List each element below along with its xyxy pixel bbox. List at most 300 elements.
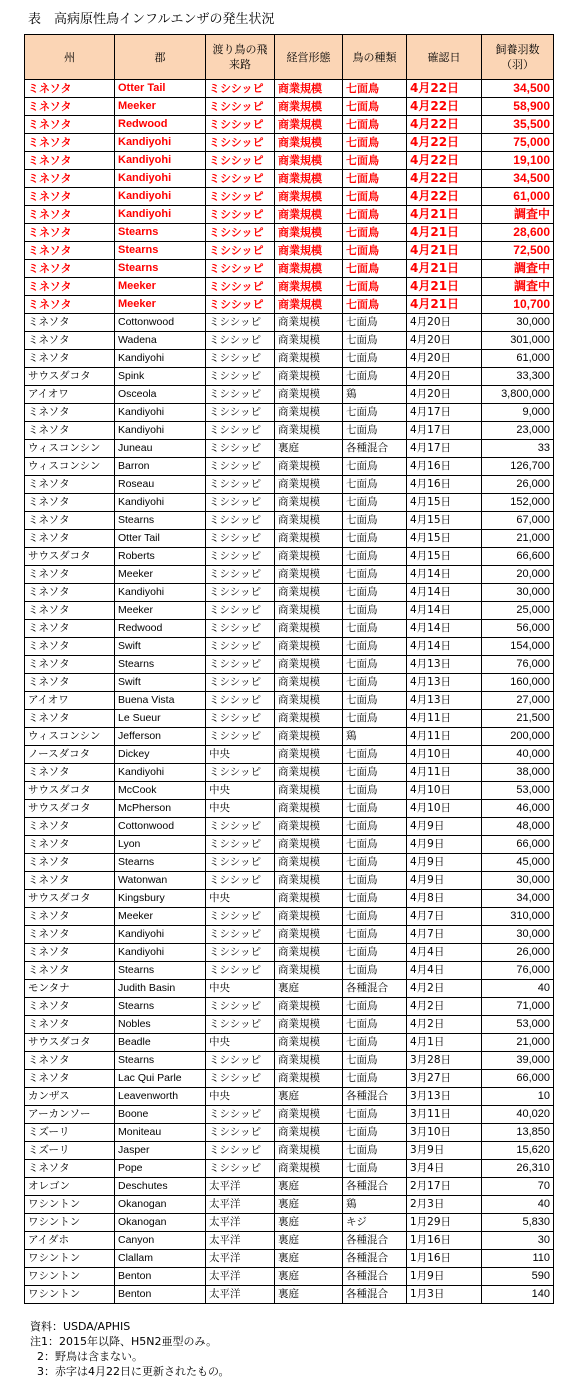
cell-bird-type: 七面鳥 xyxy=(343,314,407,332)
cell-flyway: ミシシッピ xyxy=(206,476,275,494)
cell-flyway: 太平洋 xyxy=(206,1232,275,1250)
cell-operation-type: 商業規模 xyxy=(275,422,343,440)
cell-bird-type: 七面鳥 xyxy=(343,116,407,134)
cell-flyway: 太平洋 xyxy=(206,1286,275,1304)
header-state: 州 xyxy=(25,35,115,80)
cell-county: Meeker xyxy=(115,908,206,926)
cell-bird-type: 七面鳥 xyxy=(343,296,407,314)
cell-confirmed-date: 4月17日 xyxy=(407,404,482,422)
cell-flyway: ミシシッピ xyxy=(206,404,275,422)
cell-flyway: ミシシッピ xyxy=(206,638,275,656)
table-row xyxy=(25,296,554,314)
table-row xyxy=(25,980,554,998)
cell-bird-type: 七面鳥 xyxy=(343,260,407,278)
cell-bird-type: 七面鳥 xyxy=(343,530,407,548)
table-row xyxy=(25,800,554,818)
table-row xyxy=(25,1196,554,1214)
table-row xyxy=(25,314,554,332)
table-row xyxy=(25,206,554,224)
cell-bird-type: 七面鳥 xyxy=(343,242,407,260)
cell-flyway: 中央 xyxy=(206,1034,275,1052)
cell-flyway: ミシシッピ xyxy=(206,620,275,638)
cell-operation-type: 商業規模 xyxy=(275,1142,343,1160)
cell-operation-type: 裏庭 xyxy=(275,1178,343,1196)
cell-county: Canyon xyxy=(115,1232,206,1250)
table-row xyxy=(25,332,554,350)
cell-confirmed-date: 4月2日 xyxy=(407,998,482,1016)
cell-county: Kandiyohi xyxy=(115,926,206,944)
table-row xyxy=(25,890,554,908)
source-note: 資料：USDA/APHIS xyxy=(30,1320,131,1333)
cell-bird-type: 七面鳥 xyxy=(343,836,407,854)
cell-bird-type: 各種混合 xyxy=(343,1250,407,1268)
table-row xyxy=(25,566,554,584)
cell-confirmed-date: 4月9日 xyxy=(407,872,482,890)
cell-bird-type: 七面鳥 xyxy=(343,944,407,962)
cell-county: Stearns xyxy=(115,224,206,242)
cell-bird-type: 七面鳥 xyxy=(343,224,407,242)
cell-flock-size: 70 xyxy=(482,1178,554,1196)
cell-confirmed-date: 4月4日 xyxy=(407,944,482,962)
cell-flyway: 太平洋 xyxy=(206,1268,275,1286)
cell-bird-type: 七面鳥 xyxy=(343,782,407,800)
cell-bird-type: 七面鳥 xyxy=(343,1070,407,1088)
cell-bird-type: 七面鳥 xyxy=(343,890,407,908)
cell-confirmed-date: 2月17日 xyxy=(407,1178,482,1196)
cell-operation-type: 商業規模 xyxy=(275,296,343,314)
cell-flock-size: 67,000 xyxy=(482,512,554,530)
table-row xyxy=(25,548,554,566)
table-row xyxy=(25,1160,554,1178)
cell-state: ミネソタ xyxy=(25,314,115,332)
cell-bird-type: 七面鳥 xyxy=(343,1142,407,1160)
cell-bird-type: 七面鳥 xyxy=(343,1052,407,1070)
cell-confirmed-date: 4月20日 xyxy=(407,332,482,350)
cell-county: Kandiyohi xyxy=(115,188,206,206)
cell-operation-type: 商業規模 xyxy=(275,1070,343,1088)
cell-confirmed-date: 4月2日 xyxy=(407,980,482,998)
cell-county: Pope xyxy=(115,1160,206,1178)
cell-state: オレゴン xyxy=(25,1178,115,1196)
table-row xyxy=(25,1178,554,1196)
table-row xyxy=(25,728,554,746)
cell-bird-type: 七面鳥 xyxy=(343,188,407,206)
cell-state: サウスダコタ xyxy=(25,782,115,800)
cell-operation-type: 商業規模 xyxy=(275,728,343,746)
cell-confirmed-date: 4月22日 xyxy=(407,170,482,188)
cell-operation-type: 商業規模 xyxy=(275,1052,343,1070)
cell-state: ワシントン xyxy=(25,1196,115,1214)
cell-county: Meeker xyxy=(115,296,206,314)
table-row xyxy=(25,350,554,368)
cell-flock-size: 5,830 xyxy=(482,1214,554,1232)
table-row xyxy=(25,584,554,602)
cell-operation-type: 商業規模 xyxy=(275,1124,343,1142)
cell-bird-type: キジ xyxy=(343,1214,407,1232)
cell-operation-type: 裏庭 xyxy=(275,1286,343,1304)
outbreak-table-container xyxy=(24,34,554,1304)
cell-flyway: ミシシッピ xyxy=(206,1142,275,1160)
cell-state: ミネソタ xyxy=(25,656,115,674)
cell-flock-size: 61,000 xyxy=(482,350,554,368)
cell-operation-type: 商業規模 xyxy=(275,134,343,152)
cell-flyway: ミシシッピ xyxy=(206,1016,275,1034)
cell-operation-type: 商業規模 xyxy=(275,1160,343,1178)
cell-operation-type: 裏庭 xyxy=(275,440,343,458)
cell-county: Kandiyohi xyxy=(115,584,206,602)
cell-bird-type: 七面鳥 xyxy=(343,134,407,152)
cell-county: Meeker xyxy=(115,566,206,584)
cell-operation-type: 商業規模 xyxy=(275,188,343,206)
table-row xyxy=(25,1070,554,1088)
cell-flyway: ミシシッピ xyxy=(206,422,275,440)
cell-flock-size: 45,000 xyxy=(482,854,554,872)
cell-bird-type: 七面鳥 xyxy=(343,350,407,368)
cell-county: Otter Tail xyxy=(115,530,206,548)
cell-confirmed-date: 4月17日 xyxy=(407,422,482,440)
table-row xyxy=(25,1016,554,1034)
cell-bird-type: 七面鳥 xyxy=(343,584,407,602)
cell-confirmed-date: 4月22日 xyxy=(407,152,482,170)
cell-flyway: 中央 xyxy=(206,980,275,998)
cell-flock-size: 13,850 xyxy=(482,1124,554,1142)
cell-state: アイダホ xyxy=(25,1232,115,1250)
cell-operation-type: 商業規模 xyxy=(275,80,343,98)
cell-bird-type: 七面鳥 xyxy=(343,998,407,1016)
cell-confirmed-date: 4月4日 xyxy=(407,962,482,980)
cell-flyway: ミシシッピ xyxy=(206,242,275,260)
table-row xyxy=(25,440,554,458)
cell-bird-type: 各種混合 xyxy=(343,1268,407,1286)
cell-county: Jefferson xyxy=(115,728,206,746)
footnotes xyxy=(30,1319,230,1379)
cell-county: Jasper xyxy=(115,1142,206,1160)
cell-county: Kandiyohi xyxy=(115,404,206,422)
cell-operation-type: 商業規模 xyxy=(275,1016,343,1034)
cell-operation-type: 商業規模 xyxy=(275,998,343,1016)
cell-confirmed-date: 4月22日 xyxy=(407,134,482,152)
cell-state: ミネソタ xyxy=(25,1160,115,1178)
cell-county: Stearns xyxy=(115,998,206,1016)
cell-county: McPherson xyxy=(115,800,206,818)
cell-flock-size: 40,020 xyxy=(482,1106,554,1124)
cell-state: ミネソタ xyxy=(25,206,115,224)
cell-confirmed-date: 4月13日 xyxy=(407,692,482,710)
cell-operation-type: 商業規模 xyxy=(275,512,343,530)
cell-bird-type: 鶏 xyxy=(343,386,407,404)
cell-flock-size: 200,000 xyxy=(482,728,554,746)
cell-flyway: ミシシッピ xyxy=(206,530,275,548)
cell-county: Meeker xyxy=(115,98,206,116)
cell-confirmed-date: 4月14日 xyxy=(407,620,482,638)
table-row xyxy=(25,422,554,440)
cell-flock-size: 76,000 xyxy=(482,656,554,674)
cell-county: Kandiyohi xyxy=(115,152,206,170)
cell-operation-type: 商業規模 xyxy=(275,764,343,782)
cell-flock-size: 110 xyxy=(482,1250,554,1268)
cell-bird-type: 七面鳥 xyxy=(343,638,407,656)
cell-state: ミネソタ xyxy=(25,188,115,206)
cell-flyway: ミシシッピ xyxy=(206,512,275,530)
cell-state: ミネソタ xyxy=(25,764,115,782)
cell-flock-size: 21,000 xyxy=(482,1034,554,1052)
cell-state: ミネソタ xyxy=(25,242,115,260)
table-row xyxy=(25,746,554,764)
cell-county: Moniteau xyxy=(115,1124,206,1142)
cell-state: ミネソタ xyxy=(25,674,115,692)
cell-state: ミネソタ xyxy=(25,116,115,134)
cell-operation-type: 商業規模 xyxy=(275,890,343,908)
cell-county: McCook xyxy=(115,782,206,800)
cell-state: ミネソタ xyxy=(25,908,115,926)
cell-state: カンザス xyxy=(25,1088,115,1106)
header-flock-size: 飼養羽数（羽） xyxy=(482,35,554,80)
cell-bird-type: 七面鳥 xyxy=(343,170,407,188)
cell-operation-type: 商業規模 xyxy=(275,116,343,134)
cell-county: Le Sueur xyxy=(115,710,206,728)
cell-bird-type: 七面鳥 xyxy=(343,368,407,386)
cell-confirmed-date: 4月20日 xyxy=(407,314,482,332)
cell-operation-type: 商業規模 xyxy=(275,260,343,278)
cell-bird-type: 七面鳥 xyxy=(343,908,407,926)
cell-bird-type: 七面鳥 xyxy=(343,512,407,530)
cell-operation-type: 商業規模 xyxy=(275,386,343,404)
cell-flyway: ミシシッピ xyxy=(206,926,275,944)
cell-confirmed-date: 2月3日 xyxy=(407,1196,482,1214)
cell-county: Stearns xyxy=(115,962,206,980)
cell-operation-type: 商業規模 xyxy=(275,908,343,926)
cell-flock-size: 48,000 xyxy=(482,818,554,836)
cell-flyway: ミシシッピ xyxy=(206,458,275,476)
cell-flyway: ミシシッピ xyxy=(206,440,275,458)
table-row xyxy=(25,116,554,134)
cell-state: アーカンソー xyxy=(25,1106,115,1124)
cell-flock-size: 35,500 xyxy=(482,116,554,134)
cell-flock-size: 25,000 xyxy=(482,602,554,620)
header-flyway: 渡り鳥の飛来路 xyxy=(206,35,275,80)
cell-confirmed-date: 4月15日 xyxy=(407,530,482,548)
cell-flyway: ミシシッピ xyxy=(206,710,275,728)
table-row xyxy=(25,1214,554,1232)
cell-operation-type: 商業規模 xyxy=(275,98,343,116)
cell-state: モンタナ xyxy=(25,980,115,998)
cell-operation-type: 商業規模 xyxy=(275,458,343,476)
table-row xyxy=(25,152,554,170)
cell-flock-size: 21,500 xyxy=(482,710,554,728)
cell-flock-size: 40 xyxy=(482,1196,554,1214)
cell-flyway: ミシシッピ xyxy=(206,332,275,350)
table-row xyxy=(25,494,554,512)
table-row xyxy=(25,512,554,530)
cell-bird-type: 七面鳥 xyxy=(343,476,407,494)
cell-county: Kandiyohi xyxy=(115,494,206,512)
table-row xyxy=(25,872,554,890)
cell-flock-size: 58,900 xyxy=(482,98,554,116)
cell-county: Kandiyohi xyxy=(115,170,206,188)
cell-confirmed-date: 4月22日 xyxy=(407,80,482,98)
cell-county: Nobles xyxy=(115,1016,206,1034)
cell-state: ミネソタ xyxy=(25,332,115,350)
cell-state: サウスダコタ xyxy=(25,800,115,818)
cell-state: サウスダコタ xyxy=(25,1034,115,1052)
cell-flock-size: 38,000 xyxy=(482,764,554,782)
cell-flyway: ミシシッピ xyxy=(206,836,275,854)
cell-county: Otter Tail xyxy=(115,80,206,98)
cell-operation-type: 商業規模 xyxy=(275,152,343,170)
cell-flyway: ミシシッピ xyxy=(206,692,275,710)
cell-flyway: 太平洋 xyxy=(206,1214,275,1232)
cell-flyway: 中央 xyxy=(206,746,275,764)
cell-state: サウスダコタ xyxy=(25,368,115,386)
cell-operation-type: 商業規模 xyxy=(275,944,343,962)
cell-flyway: ミシシッピ xyxy=(206,296,275,314)
cell-county: Barron xyxy=(115,458,206,476)
cell-state: ミネソタ xyxy=(25,170,115,188)
cell-county: Cottonwood xyxy=(115,314,206,332)
cell-confirmed-date: 4月11日 xyxy=(407,728,482,746)
cell-county: Swift xyxy=(115,638,206,656)
cell-operation-type: 裏庭 xyxy=(275,1214,343,1232)
cell-confirmed-date: 4月21日 xyxy=(407,296,482,314)
cell-county: Dickey xyxy=(115,746,206,764)
cell-bird-type: 七面鳥 xyxy=(343,872,407,890)
cell-confirmed-date: 4月16日 xyxy=(407,458,482,476)
table-row xyxy=(25,602,554,620)
table-row xyxy=(25,530,554,548)
table-row xyxy=(25,1034,554,1052)
cell-operation-type: 商業規模 xyxy=(275,404,343,422)
cell-county: Buena Vista xyxy=(115,692,206,710)
note-3: 3：赤字は4月22日に更新されたもの。 xyxy=(37,1365,230,1378)
cell-confirmed-date: 3月27日 xyxy=(407,1070,482,1088)
cell-county: Kandiyohi xyxy=(115,422,206,440)
cell-bird-type: 七面鳥 xyxy=(343,800,407,818)
cell-flock-size: 140 xyxy=(482,1286,554,1304)
table-row xyxy=(25,476,554,494)
cell-state: ミネソタ xyxy=(25,530,115,548)
cell-operation-type: 商業規模 xyxy=(275,224,343,242)
cell-flyway: 太平洋 xyxy=(206,1178,275,1196)
table-row xyxy=(25,134,554,152)
cell-operation-type: 商業規模 xyxy=(275,926,343,944)
cell-confirmed-date: 3月11日 xyxy=(407,1106,482,1124)
cell-flyway: ミシシッピ xyxy=(206,1160,275,1178)
cell-bird-type: 七面鳥 xyxy=(343,152,407,170)
cell-flyway: ミシシッピ xyxy=(206,260,275,278)
cell-flyway: ミシシッピ xyxy=(206,278,275,296)
cell-flock-size: 調査中 xyxy=(482,206,554,224)
table-row xyxy=(25,674,554,692)
cell-bird-type: 七面鳥 xyxy=(343,674,407,692)
cell-confirmed-date: 4月22日 xyxy=(407,188,482,206)
cell-state: ミズーリ xyxy=(25,1142,115,1160)
cell-operation-type: 商業規模 xyxy=(275,602,343,620)
cell-state: ミネソタ xyxy=(25,260,115,278)
cell-flyway: ミシシッピ xyxy=(206,674,275,692)
cell-operation-type: 商業規模 xyxy=(275,746,343,764)
cell-bird-type: 七面鳥 xyxy=(343,764,407,782)
table-row xyxy=(25,926,554,944)
cell-confirmed-date: 1月29日 xyxy=(407,1214,482,1232)
cell-state: ミネソタ xyxy=(25,818,115,836)
cell-operation-type: 商業規模 xyxy=(275,278,343,296)
cell-bird-type: 七面鳥 xyxy=(343,458,407,476)
table-row xyxy=(25,260,554,278)
cell-flock-size: 53,000 xyxy=(482,1016,554,1034)
cell-bird-type: 七面鳥 xyxy=(343,1160,407,1178)
cell-state: ミネソタ xyxy=(25,1016,115,1034)
cell-flyway: ミシシッピ xyxy=(206,962,275,980)
table-row xyxy=(25,1106,554,1124)
cell-flyway: ミシシッピ xyxy=(206,1124,275,1142)
cell-flyway: ミシシッピ xyxy=(206,314,275,332)
table-row xyxy=(25,998,554,1016)
cell-confirmed-date: 4月20日 xyxy=(407,368,482,386)
table-row xyxy=(25,782,554,800)
table-row xyxy=(25,1142,554,1160)
cell-flyway: ミシシッピ xyxy=(206,98,275,116)
cell-state: ミネソタ xyxy=(25,224,115,242)
cell-state: サウスダコタ xyxy=(25,890,115,908)
cell-operation-type: 商業規模 xyxy=(275,674,343,692)
cell-flock-size: 40 xyxy=(482,980,554,998)
header-bird-type: 鳥の種類 xyxy=(343,35,407,80)
cell-flock-size: 28,600 xyxy=(482,224,554,242)
header-operation-type: 経営形態 xyxy=(275,35,343,80)
table-row xyxy=(25,1268,554,1286)
cell-state: ミネソタ xyxy=(25,962,115,980)
cell-flyway: ミシシッピ xyxy=(206,854,275,872)
cell-flyway: ミシシッピ xyxy=(206,224,275,242)
cell-flock-size: 30,000 xyxy=(482,584,554,602)
cell-flyway: ミシシッピ xyxy=(206,80,275,98)
cell-operation-type: 裏庭 xyxy=(275,1268,343,1286)
cell-confirmed-date: 4月11日 xyxy=(407,764,482,782)
cell-confirmed-date: 4月7日 xyxy=(407,926,482,944)
cell-state: アイオワ xyxy=(25,386,115,404)
table-row xyxy=(25,764,554,782)
cell-county: Stearns xyxy=(115,854,206,872)
cell-operation-type: 商業規模 xyxy=(275,170,343,188)
note-1: 注1：2015年以降、H5N2亜型のみ。 xyxy=(30,1335,218,1348)
cell-operation-type: 商業規模 xyxy=(275,566,343,584)
cell-operation-type: 商業規模 xyxy=(275,548,343,566)
cell-bird-type: 七面鳥 xyxy=(343,494,407,512)
cell-operation-type: 商業規模 xyxy=(275,800,343,818)
cell-state: ミネソタ xyxy=(25,836,115,854)
cell-flyway: ミシシッピ xyxy=(206,872,275,890)
cell-county: Stearns xyxy=(115,656,206,674)
table-row xyxy=(25,638,554,656)
cell-flock-size: 310,000 xyxy=(482,908,554,926)
cell-state: ミネソタ xyxy=(25,944,115,962)
cell-county: Osceola xyxy=(115,386,206,404)
cell-flock-size: 26,000 xyxy=(482,944,554,962)
cell-operation-type: 商業規模 xyxy=(275,836,343,854)
cell-county: Judith Basin xyxy=(115,980,206,998)
cell-state: ミネソタ xyxy=(25,134,115,152)
cell-confirmed-date: 4月20日 xyxy=(407,386,482,404)
cell-confirmed-date: 3月28日 xyxy=(407,1052,482,1070)
table-row xyxy=(25,98,554,116)
cell-bird-type: 七面鳥 xyxy=(343,80,407,98)
cell-flyway: ミシシッピ xyxy=(206,170,275,188)
cell-operation-type: 商業規模 xyxy=(275,332,343,350)
cell-flock-size: 34,000 xyxy=(482,890,554,908)
cell-confirmed-date: 4月15日 xyxy=(407,494,482,512)
cell-county: Watonwan xyxy=(115,872,206,890)
cell-bird-type: 七面鳥 xyxy=(343,422,407,440)
